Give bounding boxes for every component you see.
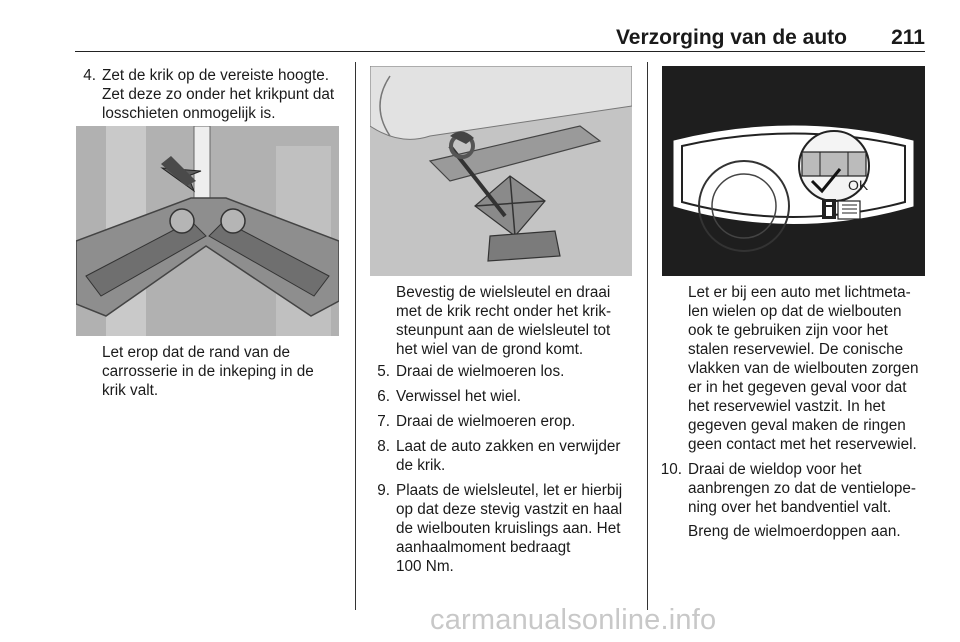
step-4-line-1: Zet de krik op de vereiste hoogte. bbox=[102, 67, 330, 84]
step-4-number: 4. bbox=[83, 67, 96, 84]
jack-wrench-figure bbox=[370, 66, 632, 276]
step-7-number: 7. bbox=[377, 413, 390, 430]
step-10-line-3: ning over het bandventiel valt. bbox=[688, 499, 892, 516]
col1-note-line-1: Let erop dat de rand van de bbox=[102, 344, 290, 361]
step-9-line-2: op dat deze stevig vastzit en haal bbox=[396, 501, 623, 518]
step-9-line-1: Plaats de wielsleutel, let er hierbij bbox=[396, 482, 623, 499]
col3-note-line-1: Let er bij een auto met lichtmeta- bbox=[688, 284, 911, 301]
jack-notch-figure bbox=[76, 126, 339, 336]
col1-note-line-2: carrosserie in de inkeping in de bbox=[102, 363, 314, 380]
step-5-number: 5. bbox=[377, 363, 390, 380]
wheel-bolt-info-figure bbox=[662, 66, 925, 276]
step-10-line-1: Draai de wieldop voor het bbox=[688, 461, 862, 478]
step-4-line-3: losschieten onmogelijk is. bbox=[102, 105, 276, 122]
col3-note-line-6: er in het gegeven geval voor dat bbox=[688, 379, 907, 396]
step-9-number: 9. bbox=[377, 482, 390, 499]
step-10-line-2: aanbrengen zo dat de ventielope- bbox=[688, 480, 916, 497]
step-10-number: 10. bbox=[660, 461, 682, 478]
col2-note-line-3: steunpunt aan de wielsleutel tot bbox=[396, 322, 611, 339]
col2-note-line-4: het wiel van de grond komt. bbox=[396, 341, 584, 358]
step-8-line-2: de krik. bbox=[396, 457, 446, 474]
col3-note-line-2: len wielen op dat de wielbouten bbox=[688, 303, 902, 320]
col3-note-line-3: ook te gebruiken zijn voor het bbox=[688, 322, 888, 339]
step-9-line-3: de wielbouten kruislings aan. Het bbox=[396, 520, 621, 537]
col2-note-line-1: Bevestig de wielsleutel en draai bbox=[396, 284, 611, 301]
step-4-line-2: Zet deze zo onder het krikpunt dat bbox=[102, 86, 335, 103]
column-divider-1 bbox=[355, 62, 356, 610]
page-number: 211 bbox=[891, 26, 925, 49]
col3-note-line-9: geen contact met het reservewiel. bbox=[688, 436, 917, 453]
col3-note-line-5: vlakken van de wielbouten zorgen bbox=[688, 360, 919, 377]
step-9-line-5: 100 Nm. bbox=[396, 558, 454, 575]
col3-note-line-8: gegeven geval maken de ringen bbox=[688, 417, 906, 434]
header-rule bbox=[75, 51, 925, 52]
step-6-number: 6. bbox=[377, 388, 390, 405]
step-7-line-1: Draai de wielmoeren erop. bbox=[396, 413, 576, 430]
final-instruction: Breng de wielmoerdoppen aan. bbox=[688, 523, 901, 540]
page-header bbox=[75, 22, 925, 52]
watermark: carmanualsonline.info bbox=[430, 604, 717, 636]
ok-label: OK bbox=[848, 177, 869, 193]
column-divider-2 bbox=[647, 62, 648, 610]
step-8-number: 8. bbox=[377, 438, 390, 455]
col3-note-line-4: stalen reservewiel. De conische bbox=[688, 341, 904, 358]
step-8-line-1: Laat de auto zakken en verwijder bbox=[396, 438, 621, 455]
step-6-line-1: Verwissel het wiel. bbox=[396, 388, 521, 405]
col3-note-line-7: het reservewiel vastzit. In het bbox=[688, 398, 886, 415]
step-9-line-4: aanhaalmoment bedraagt bbox=[396, 539, 571, 556]
col2-note-line-2: met de krik recht onder het krik- bbox=[396, 303, 612, 320]
section-title: Verzorging van de auto bbox=[615, 26, 847, 49]
step-5-line-1: Draai de wielmoeren los. bbox=[396, 363, 565, 380]
col1-note-line-3: krik valt. bbox=[102, 382, 159, 399]
